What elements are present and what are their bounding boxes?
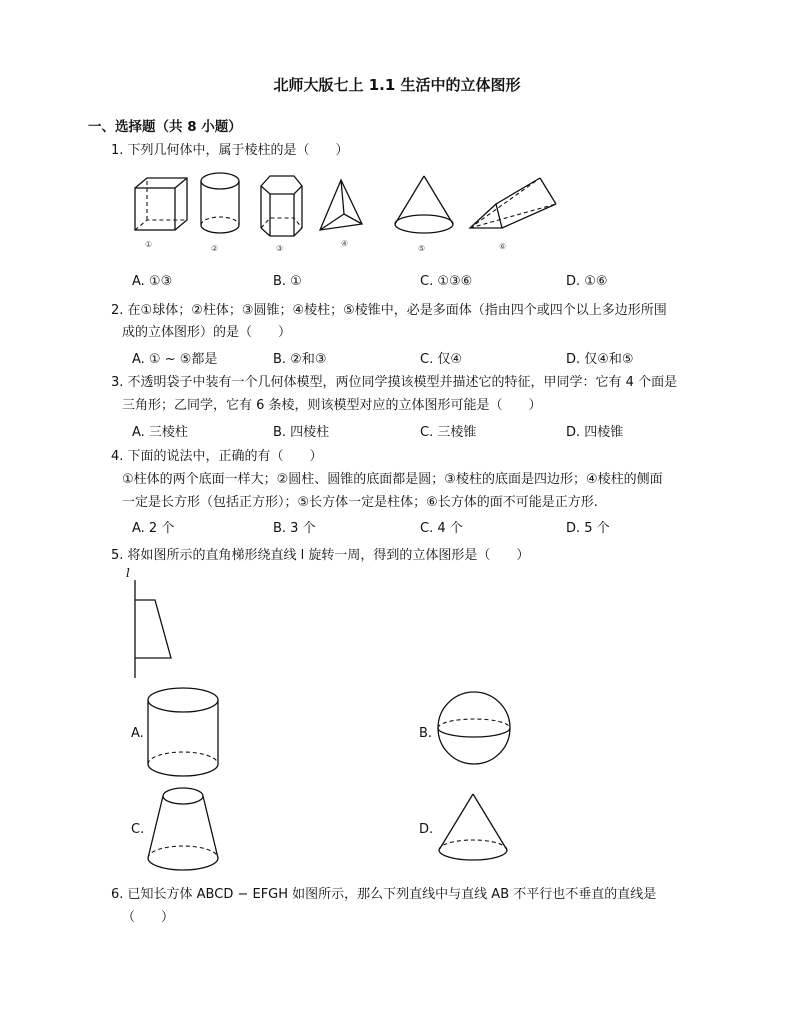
q1-option-a[interactable]: A. ①③: [132, 274, 173, 289]
q5-option-b[interactable]: B.: [419, 726, 433, 741]
question-2-line-1: 2. 在①球体；②柱体；③圆锥；④棱柱；⑤棱锥中，必是多面体（指由四个或四个以上多边形所围: [111, 303, 667, 318]
q1-option-d[interactable]: D. ①⑥: [566, 274, 608, 289]
figure-4-pyramid: [318, 178, 364, 234]
figure-2-label: ②: [211, 244, 219, 253]
q1-option-b[interactable]: B. ①: [273, 274, 302, 289]
q3-option-a[interactable]: A. 三棱柱: [132, 425, 188, 440]
question-4-line-3: 一定是长方形（包括正方形）；⑤长方体一定是柱体；⑥长方体的面不可能是正方形.: [122, 495, 598, 510]
q2-option-c[interactable]: C. 仅④: [420, 352, 462, 367]
q3-option-d[interactable]: D. 四棱锥: [566, 425, 624, 440]
axis-l-label: l: [126, 566, 130, 580]
figure-4-label: ④: [341, 239, 349, 248]
q3-option-c[interactable]: C. 三棱锥: [420, 425, 477, 440]
figure-3-prism: [258, 174, 306, 240]
page-title: 北师大版七上 1.1 生活中的立体图形: [273, 76, 521, 94]
question-5-text: 5. 将如图所示的直角梯形绕直线 l 旋转一周，得到的立体图形是（ ）: [111, 548, 530, 563]
question-6-line-2: （ ）: [122, 910, 175, 925]
figure-1-label: ①: [145, 240, 153, 249]
figure-3-label: ③: [276, 244, 284, 253]
figure-2-cylinder: [199, 172, 243, 236]
q4-option-d[interactable]: D. 5 个: [566, 521, 610, 536]
q4-option-b[interactable]: B. 3 个: [273, 521, 316, 536]
option-b-sphere-icon[interactable]: [436, 690, 514, 768]
q5-option-a[interactable]: A.: [131, 726, 144, 741]
figure-6-label: ⑥: [499, 242, 507, 251]
question-3-line-1: 3. 不透明袋子中装有一个几何体模型，两位同学摸该模型并描述它的特征，甲同学：它有 4 个面是: [111, 375, 678, 390]
figure-6-triangular-prism: [468, 176, 560, 236]
question-2-line-2: 成的立体图形）的是（ ）: [122, 325, 292, 340]
figure-5-cone: [393, 174, 455, 240]
question-1-text: 1. 下列几何体中，属于棱柱的是（ ）: [111, 143, 349, 158]
q1-option-c[interactable]: C. ①③⑥: [420, 274, 473, 289]
q3-option-b[interactable]: B. 四棱柱: [273, 425, 330, 440]
trapezoid-figure: [128, 580, 176, 680]
question-6-line-1: 6. 已知长方体 ABCD − EFGH 如图所示，那么下列直线中与直线 AB 不平行也不垂直的直线是: [111, 887, 657, 902]
option-a-cylinder-icon[interactable]: [145, 686, 225, 778]
q2-option-b[interactable]: B. ②和③: [273, 352, 327, 367]
figure-5-label: ⑤: [418, 244, 426, 253]
question-3-line-2: 三角形；乙同学，它有 6 条棱，则该模型对应的立体图形可能是（ ）: [122, 398, 542, 413]
option-c-frustum-icon[interactable]: [145, 784, 225, 876]
q5-option-d[interactable]: D.: [419, 822, 434, 837]
option-d-cone-icon[interactable]: [436, 792, 512, 868]
figure-1-cube: [132, 176, 192, 236]
q5-option-c[interactable]: C.: [131, 822, 145, 837]
q2-option-d[interactable]: D. 仅④和⑤: [566, 352, 634, 367]
q4-option-a[interactable]: A. 2 个: [132, 521, 175, 536]
q2-option-a[interactable]: A. ① ~ ⑤都是: [132, 352, 218, 367]
question-4-line-1: 4. 下面的说法中，正确的有（ ）: [111, 449, 323, 464]
q4-option-c[interactable]: C. 4 个: [420, 521, 463, 536]
section-heading: 一、选择题（共 8 小题）: [88, 119, 242, 135]
question-4-line-2: ①柱体的两个底面一样大；②圆柱、圆锥的底面都是圆；③棱柱的底面是四边形；④棱柱的侧面: [122, 472, 663, 487]
